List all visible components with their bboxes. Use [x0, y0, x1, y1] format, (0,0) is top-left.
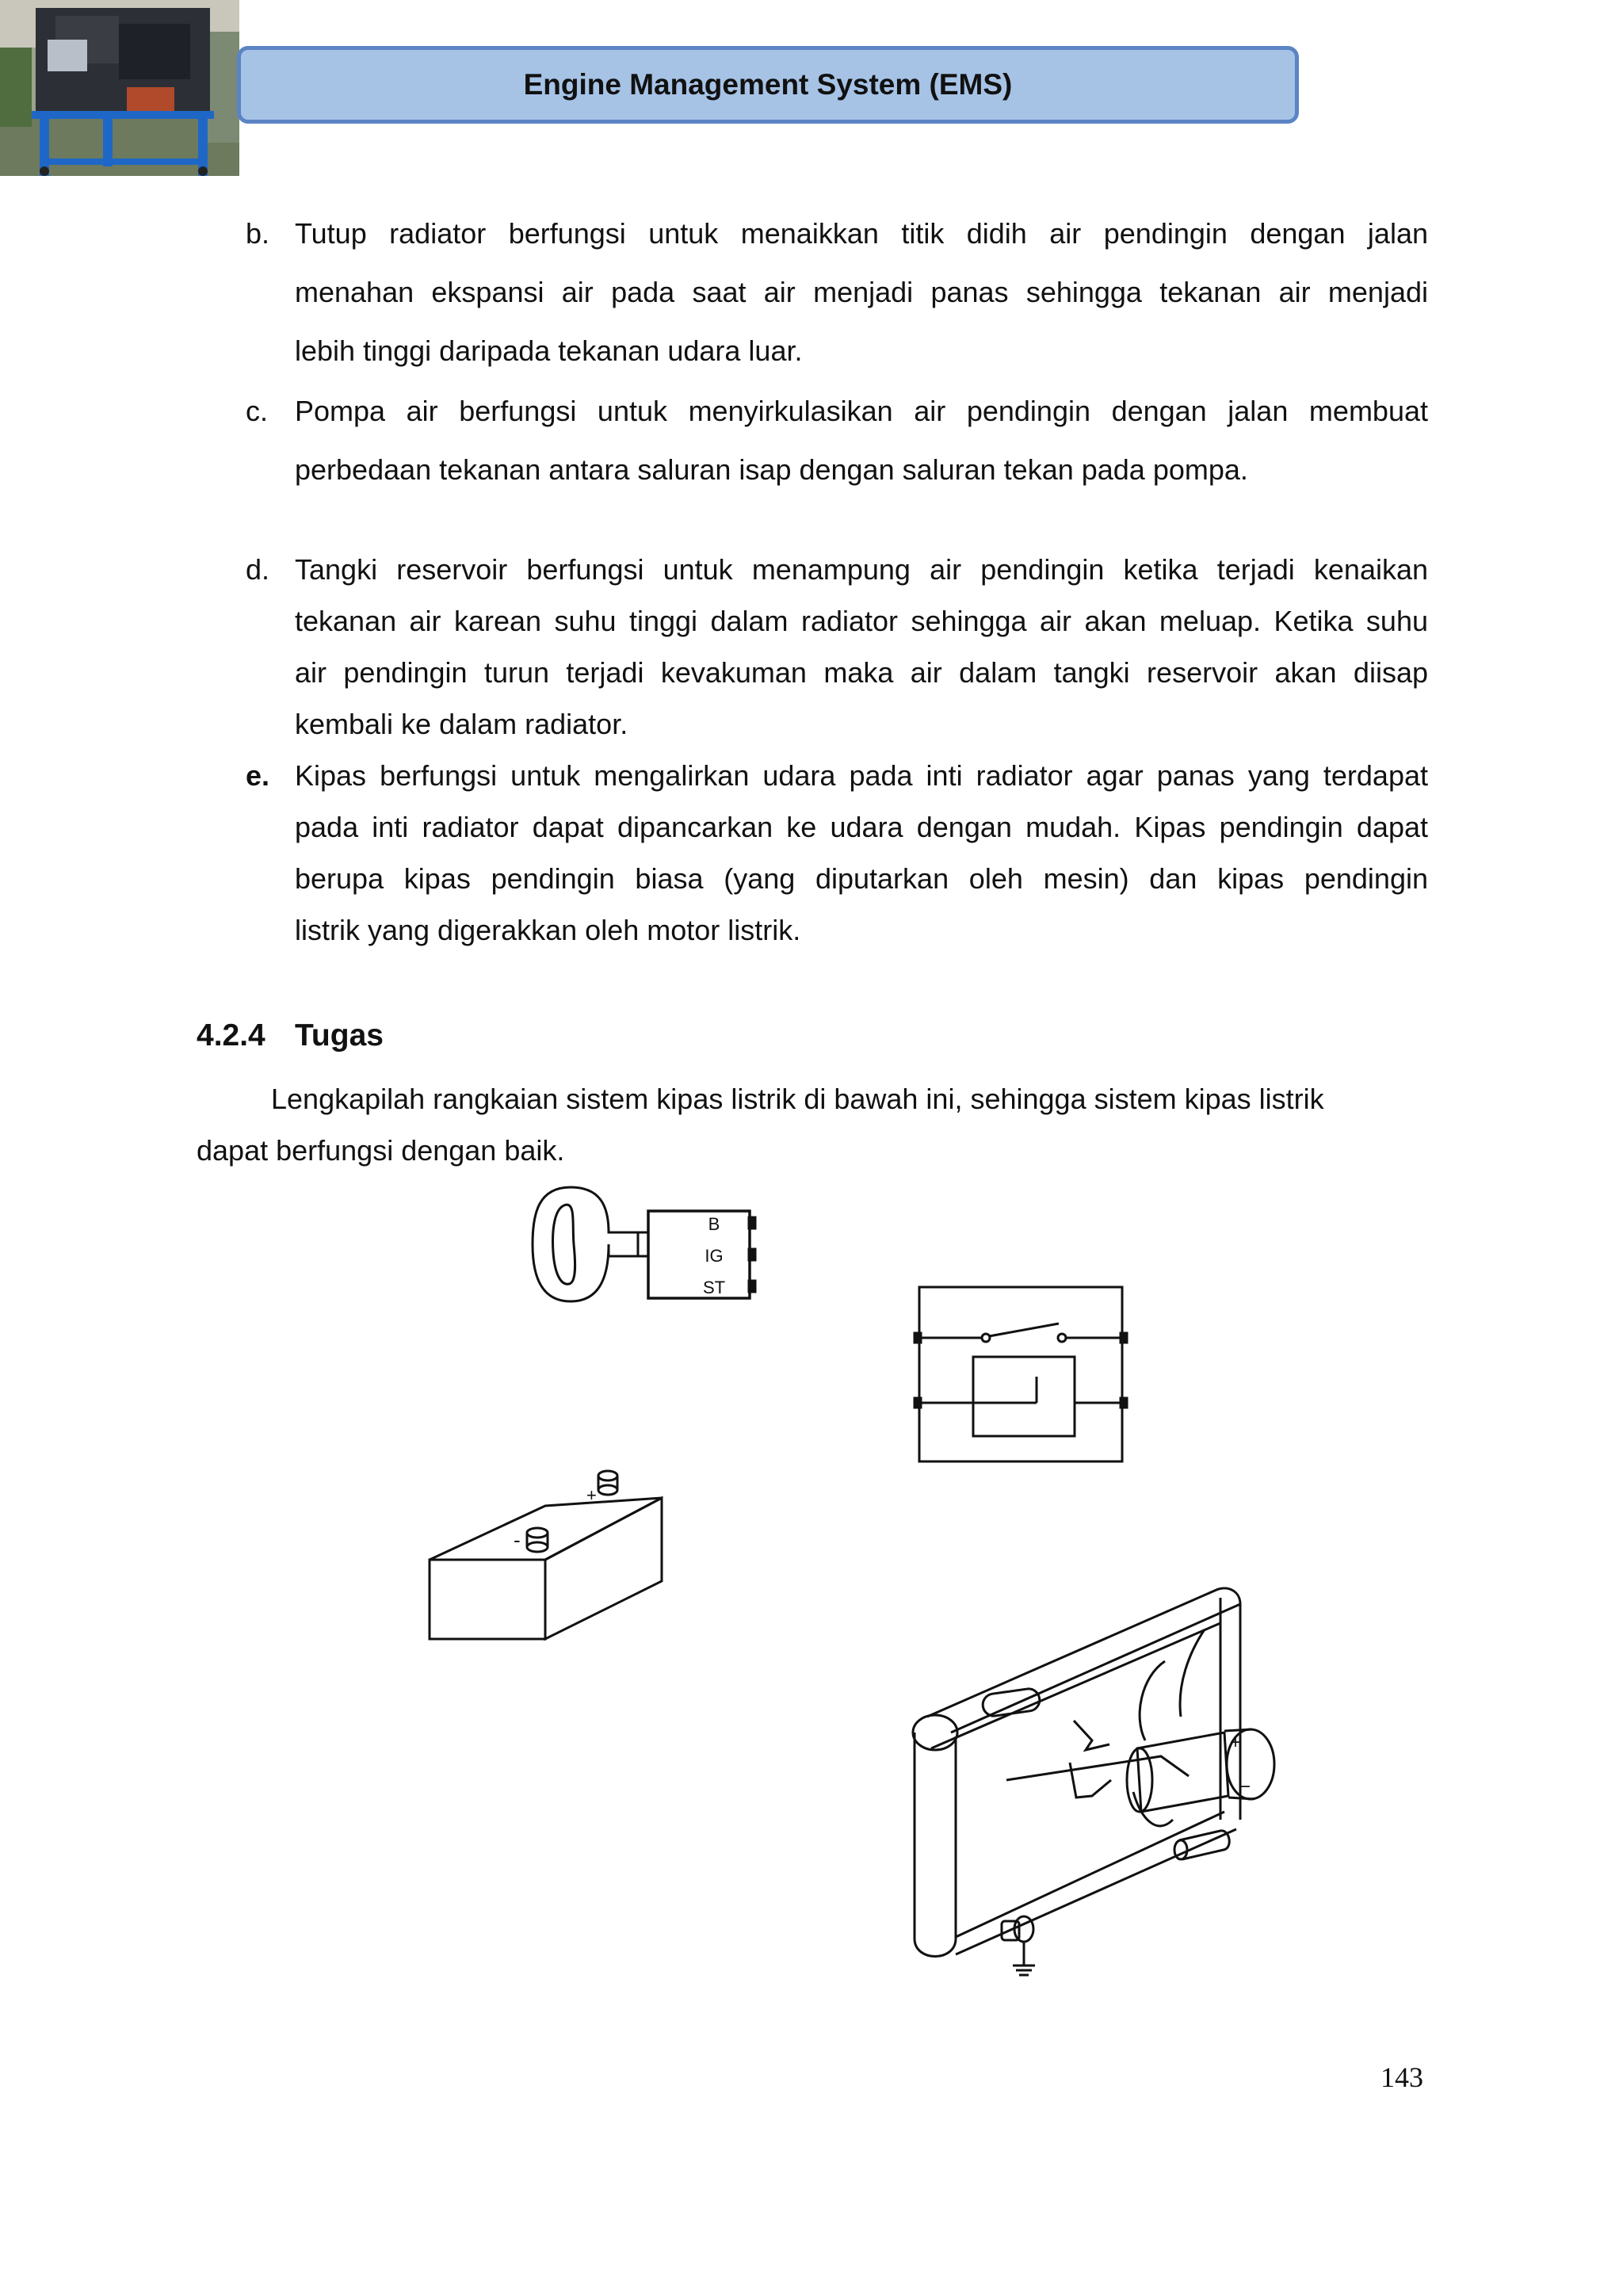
- page-number: 143: [1381, 2061, 1423, 2093]
- list-line: listrik yang digerakkan oleh motor listrik.: [295, 914, 801, 946]
- section-heading: [197, 1018, 384, 1053]
- relay-icon: [910, 1278, 1140, 1472]
- paragraph-line: dapat berfungsi dengan baik.: [197, 1134, 565, 1167]
- list-marker: b.: [246, 217, 270, 250]
- header-title: Engine Management System (EMS): [523, 68, 1013, 101]
- list-line: air pendingin turun terjadi kevakuman maka air dalam tangki reservoir akan diisap: [295, 656, 1428, 689]
- section-number: 4.2.4: [197, 1018, 265, 1052]
- battery-plus-label: +: [586, 1485, 597, 1505]
- list-line: berupa kipas pendingin biasa (yang diputarkan oleh mesin) dan kipas pendingin: [295, 862, 1428, 895]
- list-line: Tangki reservoir berfungsi untuk menampung air pendingin ketika terjadi kenaikan: [295, 553, 1428, 586]
- motor-minus-label: −: [1239, 1776, 1251, 1797]
- ignition-key-switch-icon: [523, 1181, 777, 1312]
- engine-trainer-photo: [0, 0, 239, 176]
- list-line: pada inti radiator dapat dipancarkan ke udara dengan mudah. Kipas pendingin dapat: [295, 811, 1428, 843]
- list-marker: c.: [246, 395, 269, 427]
- list-marker: d.: [246, 553, 270, 586]
- list-line: tekanan air karean suhu tinggi dalam radiator sehingga air akan meluap. Ketika suhu: [295, 605, 1428, 637]
- terminal-label: ST: [702, 1278, 726, 1297]
- terminal-label: IG: [705, 1246, 724, 1266]
- list-item: [246, 544, 1428, 750]
- list-line: menahan ekspansi air pada saat air menjadi panas sehingga tekanan air menjadi: [295, 276, 1428, 308]
- list-item: [246, 204, 1428, 380]
- paragraph-line: Lengkapilah rangkaian sistem kipas listrik di bawah ini, sehingga sistem kipas listrik: [271, 1083, 1324, 1115]
- radiator-fan-assembly-icon: [903, 1582, 1300, 1990]
- battery-icon: [420, 1466, 682, 1652]
- header-banner: [237, 46, 1299, 124]
- terminal-label: B: [708, 1214, 720, 1234]
- list-line: kembali ke dalam radiator.: [295, 708, 628, 740]
- list-line: lebih tinggi daripada tekanan udara luar.: [295, 334, 803, 367]
- list-item: [246, 382, 1428, 499]
- list-line: Kipas berfungsi untuk mengalirkan udara pada inti radiator agar panas yang terdapat: [295, 759, 1428, 792]
- motor-plus-label: +: [1230, 1732, 1242, 1753]
- list-marker: e.: [246, 759, 270, 792]
- list-line: Pompa air berfungsi untuk menyirkulasikan air pendingin dengan jalan membuat: [295, 395, 1428, 427]
- list-item: [246, 750, 1428, 956]
- list-line: perbedaan tekanan antara saluran isap dengan saluran tekan pada pompa.: [295, 453, 1248, 486]
- list-line: Tutup radiator berfungsi untuk menaikkan titik didih air pendingin dengan jalan: [295, 217, 1428, 250]
- engine-photo-icon: [0, 0, 239, 176]
- section-title: Tugas: [295, 1018, 384, 1052]
- battery-minus-label: -: [514, 1528, 521, 1552]
- task-paragraph: [197, 1073, 1433, 1176]
